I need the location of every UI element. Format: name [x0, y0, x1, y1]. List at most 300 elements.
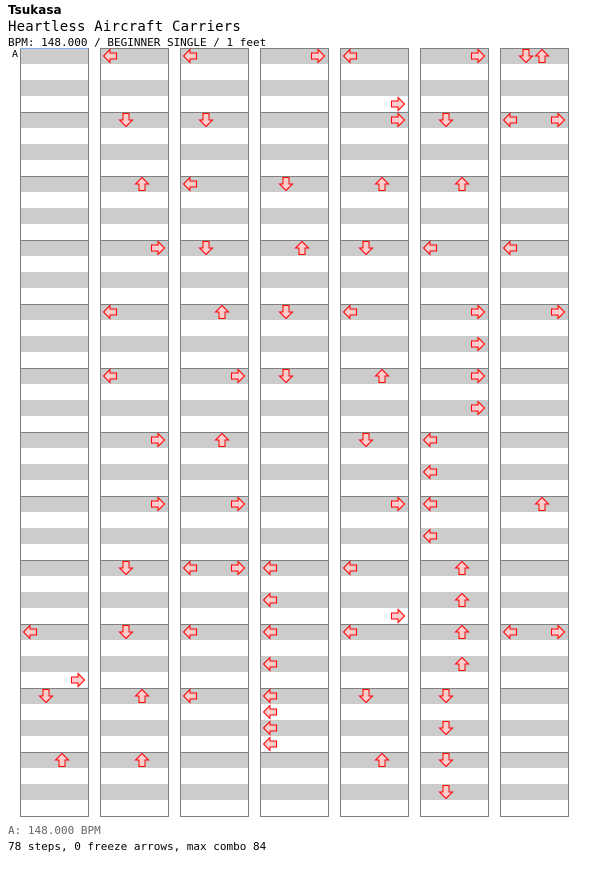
beat-stripe: [340, 128, 408, 144]
beat-stripe: [20, 448, 88, 464]
beat-stripe: [260, 96, 328, 112]
beat-stripe: [260, 416, 328, 432]
beat-stripe: [420, 736, 488, 752]
beat-stripe: [500, 704, 568, 720]
beat-stripe: [20, 688, 88, 704]
beat-stripe: [180, 96, 248, 112]
song-title: Heartless Aircraft Carriers: [8, 19, 241, 35]
chart-column: [420, 48, 489, 817]
beat-stripe: [500, 592, 568, 608]
beat-stripe: [260, 64, 328, 80]
beat-stripe: [100, 128, 168, 144]
beat-stripe: [420, 784, 488, 800]
beat-stripe: [340, 736, 408, 752]
beat-stripe: [500, 640, 568, 656]
beat-stripe: [500, 160, 568, 176]
beat-stripe: [420, 608, 488, 624]
beat-stripe: [340, 160, 408, 176]
beat-stripe: [340, 80, 408, 96]
beat-stripe: [260, 320, 328, 336]
beat-stripe: [340, 272, 408, 288]
beat-stripe: [260, 160, 328, 176]
beat-stripe: [180, 800, 248, 816]
beat-stripe: [340, 144, 408, 160]
beat-stripe: [340, 768, 408, 784]
beat-stripe: [340, 384, 408, 400]
beat-stripe: [180, 608, 248, 624]
beat-stripe: [260, 112, 328, 128]
beat-stripe: [100, 560, 168, 576]
beat-stripe: [260, 448, 328, 464]
beat-stripe: [100, 576, 168, 592]
beat-stripe: [100, 448, 168, 464]
beat-stripe: [420, 576, 488, 592]
beat-stripe: [260, 128, 328, 144]
beat-stripe: [260, 240, 328, 256]
beat-stripe: [100, 64, 168, 80]
beat-stripe: [100, 272, 168, 288]
beat-stripe: [20, 320, 88, 336]
bpm-legend: A: 148.000 BPM: [8, 824, 101, 837]
beat-stripe: [180, 464, 248, 480]
beat-stripe: [100, 352, 168, 368]
beat-stripe: [260, 192, 328, 208]
beat-stripe: [500, 448, 568, 464]
beat-stripe: [180, 64, 248, 80]
beat-stripe: [500, 416, 568, 432]
beat-stripe: [420, 592, 488, 608]
bpm-change-label: A: [12, 49, 19, 60]
beat-stripe: [500, 544, 568, 560]
beat-stripe: [340, 336, 408, 352]
beat-stripe: [340, 416, 408, 432]
beat-stripe: [100, 416, 168, 432]
beat-stripe: [260, 400, 328, 416]
beat-stripe: [180, 208, 248, 224]
beat-stripe: [180, 384, 248, 400]
beat-stripe: [500, 576, 568, 592]
beat-stripe: [20, 80, 88, 96]
beat-stripe: [20, 304, 88, 320]
artist-name: Tsukasa: [8, 3, 62, 17]
beat-stripe: [500, 752, 568, 768]
beat-stripe: [500, 224, 568, 240]
beat-stripe: [100, 336, 168, 352]
beat-stripe: [340, 368, 408, 384]
beat-stripe: [20, 480, 88, 496]
beat-stripe: [100, 800, 168, 816]
beat-stripe: [100, 256, 168, 272]
beat-stripe: [420, 96, 488, 112]
beat-stripe: [180, 640, 248, 656]
beat-stripe: [420, 800, 488, 816]
beat-stripe: [340, 752, 408, 768]
beat-stripe: [260, 368, 328, 384]
beat-stripe: [20, 544, 88, 560]
beat-stripe: [100, 768, 168, 784]
beat-stripe: [260, 224, 328, 240]
beat-stripe: [180, 192, 248, 208]
beat-stripe: [420, 624, 488, 640]
beat-stripe: [20, 176, 88, 192]
beat-stripe: [100, 480, 168, 496]
beat-stripe: [340, 688, 408, 704]
beat-stripe: [340, 464, 408, 480]
beat-stripe: [180, 736, 248, 752]
beat-stripe: [340, 592, 408, 608]
beat-stripe: [180, 352, 248, 368]
beat-stripe: [340, 640, 408, 656]
beat-stripe: [420, 704, 488, 720]
beat-stripe: [100, 208, 168, 224]
chart-column: [500, 48, 569, 817]
beat-stripe: [420, 288, 488, 304]
beat-stripe: [20, 768, 88, 784]
beat-stripe: [180, 160, 248, 176]
beat-stripe: [420, 384, 488, 400]
beat-stripe: [500, 528, 568, 544]
beat-stripe: [180, 288, 248, 304]
beat-stripe: [180, 304, 248, 320]
beat-stripe: [500, 48, 568, 64]
beat-stripe: [500, 128, 568, 144]
beat-stripe: [420, 352, 488, 368]
beat-stripe: [420, 192, 488, 208]
beat-stripe: [260, 336, 328, 352]
beat-stripe: [100, 384, 168, 400]
beat-stripe: [260, 576, 328, 592]
beat-stripe: [100, 80, 168, 96]
beat-stripe: [260, 288, 328, 304]
beat-stripe: [420, 560, 488, 576]
beat-stripe: [500, 176, 568, 192]
beat-stripe: [340, 656, 408, 672]
beat-stripe: [180, 720, 248, 736]
beat-stripe: [180, 224, 248, 240]
beat-stripe: [260, 496, 328, 512]
beat-stripe: [20, 656, 88, 672]
beat-stripe: [20, 48, 88, 64]
chart-column: [20, 48, 89, 817]
beat-stripe: [180, 672, 248, 688]
beat-stripe: [340, 512, 408, 528]
beat-stripe: [340, 480, 408, 496]
beat-stripe: [20, 496, 88, 512]
beat-stripe: [340, 576, 408, 592]
beat-stripe: [500, 368, 568, 384]
beat-stripe: [260, 528, 328, 544]
beat-stripe: [420, 416, 488, 432]
beat-stripe: [180, 80, 248, 96]
beat-stripe: [500, 336, 568, 352]
beat-stripe: [420, 480, 488, 496]
beat-stripe: [180, 448, 248, 464]
beat-stripe: [180, 336, 248, 352]
beat-stripe: [500, 464, 568, 480]
beat-stripe: [100, 112, 168, 128]
beat-stripe: [420, 176, 488, 192]
beat-stripe: [340, 256, 408, 272]
beat-stripe: [420, 144, 488, 160]
beat-stripe: [20, 224, 88, 240]
beat-stripe: [500, 800, 568, 816]
beat-stripe: [340, 240, 408, 256]
beat-stripe: [100, 96, 168, 112]
beat-stripe: [500, 688, 568, 704]
beat-stripe: [340, 224, 408, 240]
chart-column: [340, 48, 409, 817]
beat-stripe: [340, 448, 408, 464]
beat-stripe: [180, 784, 248, 800]
beat-stripe: [180, 240, 248, 256]
beat-stripe: [100, 656, 168, 672]
beat-stripe: [180, 480, 248, 496]
beat-stripe: [340, 720, 408, 736]
beat-stripe: [340, 192, 408, 208]
beat-stripe: [100, 704, 168, 720]
beat-stripe: [180, 256, 248, 272]
beat-stripe: [500, 560, 568, 576]
beat-stripe: [20, 512, 88, 528]
beat-stripe: [500, 144, 568, 160]
beat-stripe: [180, 128, 248, 144]
beat-stripe: [180, 592, 248, 608]
beat-stripe: [420, 160, 488, 176]
beat-stripe: [180, 432, 248, 448]
chart-info: BPM: 148.000 / BEGINNER SINGLE / 1 feet: [8, 36, 267, 49]
beat-stripe: [20, 608, 88, 624]
beat-stripe: [500, 672, 568, 688]
beat-stripe: [420, 208, 488, 224]
beat-stripe: [100, 688, 168, 704]
beat-stripe: [100, 144, 168, 160]
beat-stripe: [420, 544, 488, 560]
beat-stripe: [420, 688, 488, 704]
beat-stripe: [100, 592, 168, 608]
beat-stripe: [20, 416, 88, 432]
beat-stripe: [100, 608, 168, 624]
beat-stripe: [260, 608, 328, 624]
beat-stripe: [420, 752, 488, 768]
beat-stripe: [420, 656, 488, 672]
beat-stripe: [20, 736, 88, 752]
beat-stripe: [20, 192, 88, 208]
beat-stripe: [180, 144, 248, 160]
beat-stripe: [20, 336, 88, 352]
beat-stripe: [420, 640, 488, 656]
beat-stripe: [180, 752, 248, 768]
beat-stripe: [500, 432, 568, 448]
beat-stripe: [420, 672, 488, 688]
beat-stripe: [420, 320, 488, 336]
beat-stripe: [500, 656, 568, 672]
beat-stripe: [20, 288, 88, 304]
beat-stripe: [260, 752, 328, 768]
beat-stripe: [260, 512, 328, 528]
beat-stripe: [180, 320, 248, 336]
beat-stripe: [20, 640, 88, 656]
beat-stripe: [100, 672, 168, 688]
beat-stripe: [500, 288, 568, 304]
beat-stripe: [260, 640, 328, 656]
beat-stripe: [260, 432, 328, 448]
beat-stripe: [500, 272, 568, 288]
beat-stripe: [180, 416, 248, 432]
beat-stripe: [340, 800, 408, 816]
beat-stripe: [500, 80, 568, 96]
step-stats: 78 steps, 0 freeze arrows, max combo 84: [8, 840, 267, 853]
beat-stripe: [420, 128, 488, 144]
beat-stripe: [500, 768, 568, 784]
beat-stripe: [20, 160, 88, 176]
beat-stripe: [420, 256, 488, 272]
beat-stripe: [260, 144, 328, 160]
beat-stripe: [20, 704, 88, 720]
beat-stripe: [420, 720, 488, 736]
beat-stripe: [20, 560, 88, 576]
beat-stripe: [180, 512, 248, 528]
beat-stripe: [500, 512, 568, 528]
beat-stripe: [180, 576, 248, 592]
beat-stripe: [100, 320, 168, 336]
beat-stripe: [500, 64, 568, 80]
beat-stripe: [340, 176, 408, 192]
beat-stripe: [500, 480, 568, 496]
beat-stripe: [500, 352, 568, 368]
beat-stripe: [260, 208, 328, 224]
beat-stripe: [340, 544, 408, 560]
beat-stripe: [420, 64, 488, 80]
beat-stripe: [20, 64, 88, 80]
beat-stripe: [100, 736, 168, 752]
beat-stripe: [500, 208, 568, 224]
beat-stripe: [420, 768, 488, 784]
beat-stripe: [260, 480, 328, 496]
beat-stripe: [180, 656, 248, 672]
beat-stripe: [340, 208, 408, 224]
beat-stripe: [500, 736, 568, 752]
beat-stripe: [500, 784, 568, 800]
beat-stripe: [260, 544, 328, 560]
beat-stripe: [20, 576, 88, 592]
beat-stripe: [100, 720, 168, 736]
beat-stripe: [180, 112, 248, 128]
beat-stripe: [420, 448, 488, 464]
beat-stripe: [20, 128, 88, 144]
beat-stripe: [100, 192, 168, 208]
beat-stripe: [100, 544, 168, 560]
beat-stripe: [180, 400, 248, 416]
beat-stripe: [20, 528, 88, 544]
beat-stripe: [340, 672, 408, 688]
beat-stripe: [100, 224, 168, 240]
beat-stripe: [500, 96, 568, 112]
beat-stripe: [100, 784, 168, 800]
beat-stripe: [20, 144, 88, 160]
beat-stripe: [100, 160, 168, 176]
beat-stripe: [340, 704, 408, 720]
beat-stripe: [20, 784, 88, 800]
beat-stripe: [420, 112, 488, 128]
beat-stripe: [20, 96, 88, 112]
beat-stripe: [20, 240, 88, 256]
beat-stripe: [100, 400, 168, 416]
beat-stripe: [340, 352, 408, 368]
beat-stripe: [180, 544, 248, 560]
beat-stripe: [180, 528, 248, 544]
beat-stripe: [20, 368, 88, 384]
beat-stripe: [100, 464, 168, 480]
beat-stripe: [20, 272, 88, 288]
beat-stripe: [420, 80, 488, 96]
beat-stripe: [260, 768, 328, 784]
beat-stripe: [20, 400, 88, 416]
beat-stripe: [180, 768, 248, 784]
beat-stripe: [500, 192, 568, 208]
beat-stripe: [20, 432, 88, 448]
beat-stripe: [20, 464, 88, 480]
beat-stripe: [500, 400, 568, 416]
beat-stripe: [340, 400, 408, 416]
beat-stripe: [260, 256, 328, 272]
beat-stripe: [100, 512, 168, 528]
beat-stripe: [500, 384, 568, 400]
beat-stripe: [340, 528, 408, 544]
beat-stripe: [500, 256, 568, 272]
beat-stripe: [500, 320, 568, 336]
beat-stripe: [500, 496, 568, 512]
beat-stripe: [340, 432, 408, 448]
beat-stripe: [260, 672, 328, 688]
beat-stripe: [20, 592, 88, 608]
beat-stripe: [260, 272, 328, 288]
beat-stripe: [340, 288, 408, 304]
beat-stripe: [20, 384, 88, 400]
beat-stripe: [100, 176, 168, 192]
beat-stripe: [20, 720, 88, 736]
beat-stripe: [420, 224, 488, 240]
beat-stripe: [100, 624, 168, 640]
beat-stripe: [260, 352, 328, 368]
beat-stripe: [100, 288, 168, 304]
beat-stripe: [100, 752, 168, 768]
chart-column: [100, 48, 169, 817]
beat-stripe: [340, 64, 408, 80]
beat-stripe: [260, 304, 328, 320]
beat-stripe: [20, 256, 88, 272]
beat-stripe: [20, 208, 88, 224]
beat-stripe: [260, 80, 328, 96]
beat-stripe: [180, 272, 248, 288]
beat-stripe: [20, 112, 88, 128]
beat-stripe: [340, 320, 408, 336]
beat-stripe: [20, 752, 88, 768]
beat-stripe: [260, 784, 328, 800]
beat-stripe: [340, 784, 408, 800]
beat-stripe: [100, 528, 168, 544]
beat-stripe: [420, 512, 488, 528]
beat-stripe: [260, 384, 328, 400]
beat-stripe: [180, 704, 248, 720]
beat-stripe: [260, 464, 328, 480]
beat-stripe: [260, 176, 328, 192]
beat-stripe: [20, 800, 88, 816]
beat-stripe: [500, 608, 568, 624]
beat-stripe: [100, 640, 168, 656]
beat-stripe: [20, 352, 88, 368]
beat-stripe: [500, 720, 568, 736]
beat-stripe: [420, 272, 488, 288]
